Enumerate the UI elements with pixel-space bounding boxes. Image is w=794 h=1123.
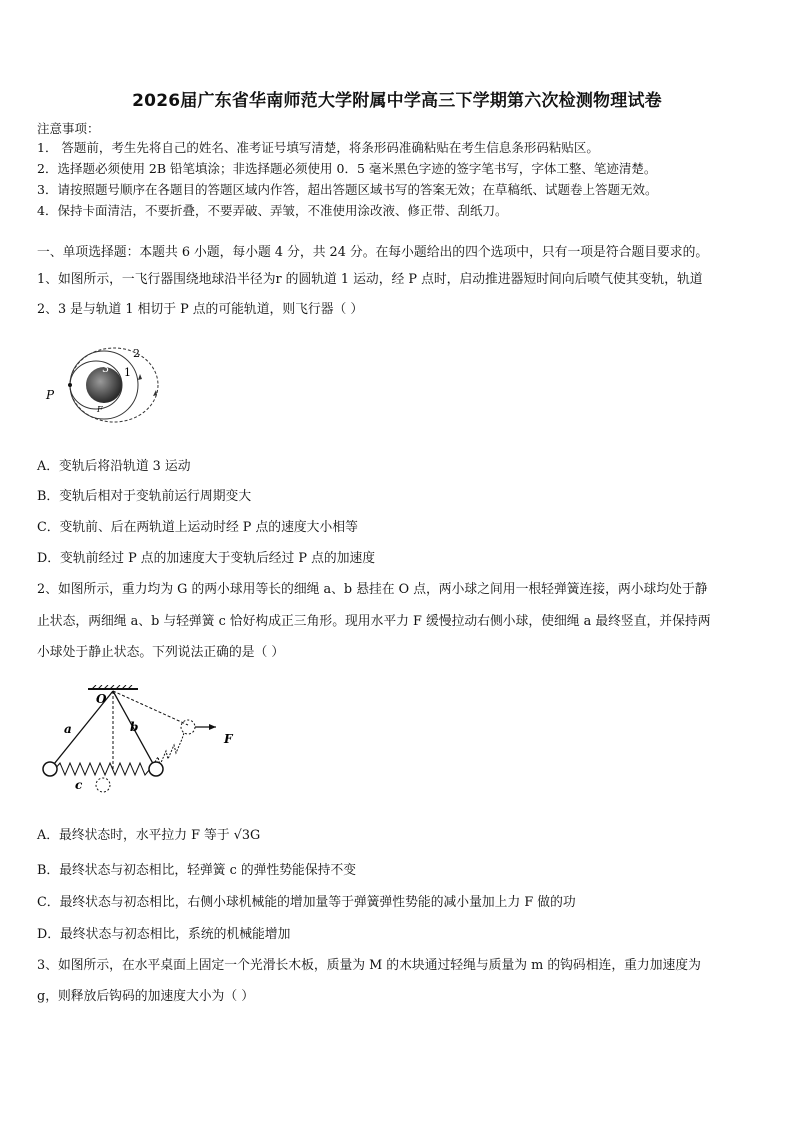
q2-option-b: B．最终状态与初态相比，轻弹簧 c 的弹性势能保持不变 [37,863,357,878]
question-3-stem: 3、如图所示，在水平桌面上固定一个光滑长木板，质量为 M 的木块通过轻绳与质量为 m 的钩码相连，重力加速度为 [37,958,701,973]
orbit-figure [36,340,166,430]
question-2-stem: 止状态，两细绳 a、b 与轻弹簧 c 恰好构成正三角形。现用水平力 F 缓慢拉动右侧小球，使细绳 a 最终竖直，并保持两 [37,614,711,629]
q1-option-a: A．变轨后将沿轨道 3 运动 [37,459,191,474]
point-p [68,383,72,387]
notice-item: 2．选择题必须使用 2B 铅笔填涂；非选择题必须使用 0．5 毫米黑色字迹的签字笔书写，字体工整、笔迹清楚。 [37,161,657,176]
label-f: F [224,732,233,746]
page-title: 2026届广东省华南师范大学附属中学高三下学期第六次检测物理试卷 [132,91,662,111]
notice-heading: 注意事项： [37,121,100,136]
question-1-stem: 2、3 是与轨道 1 相切于 P 点的可能轨道，则飞行器（ ） [37,302,364,317]
label-orbit-2: 2 [133,347,140,360]
question-2-stem: 2、如图所示，重力均为 G 的两小球用等长的细绳 a、b 悬挂在 O 点，两小球之间用一根轻弹簧连接，两小球均处于静 [37,582,708,597]
notice-item: 4．保持卡面清洁，不要折叠，不要弄破、弄皱，不准使用涂改液、修正带、刮纸刀。 [37,203,508,218]
spring-c [55,763,150,775]
question-2-stem: 小球处于静止状态。下列说法正确的是（ ） [37,645,285,660]
arrow-icon [209,724,216,730]
section-heading: 一、单项选择题：本题共 6 小题，每小题 4 分，共 24 分。在每小题给出的四个选项中，只有一项是符合题目要求的。 [37,245,709,260]
question-1-stem: 1、如图所示，一飞行器围绕地球沿半径为r 的圆轨道 1 运动，经 P 点时，启动推进器短时间向后喷气使其变轨，轨道 [37,272,703,287]
q2-option-a: A．最终状态时，水平拉力 F 等于 √3G [37,828,261,843]
notice-item: 3．请按照题号顺序在各题目的答题区域内作答，超出答题区域书写的答案无效；在草稿纸、试题卷上答题无效。 [37,182,658,197]
label-orbit-1: 1 [124,366,131,379]
q1-option-d: D．变轨前经过 P 点的加速度大于变轨后经过 P 点的加速度 [37,551,376,566]
spring-figure [38,685,238,805]
q1-option-c: C．变轨前、后在两轨道上运动时经 P 点的速度大小相等 [37,520,358,535]
label-c: c [75,778,83,792]
label-o: O [96,692,107,706]
label-f: F [97,405,103,414]
label-orbit-3: 3 [102,362,109,375]
question-3-stem: g，则释放后钩码的加速度大小为（ ） [37,989,255,1004]
ball-left [43,762,57,776]
q1-option-b: B．变轨后相对于变轨前运行周期变大 [37,489,252,504]
label-a: a [64,722,72,736]
q2-option-c: C．最终状态与初态相比，右侧小球机械能的增加量等于弹簧弹性势能的减小量加上力 F 做的功 [37,895,576,910]
q2-option-d: D．最终状态与初态相比，系统的机械能增加 [37,927,291,942]
label-p: P [46,388,55,402]
ball-right [149,762,163,776]
label-b: b [130,720,139,734]
notice-item: 1． 答题前，考生先将自己的姓名、准考证号填写清楚，将条形码准确粘贴在考生信息条形码粘贴区。 [37,140,599,155]
